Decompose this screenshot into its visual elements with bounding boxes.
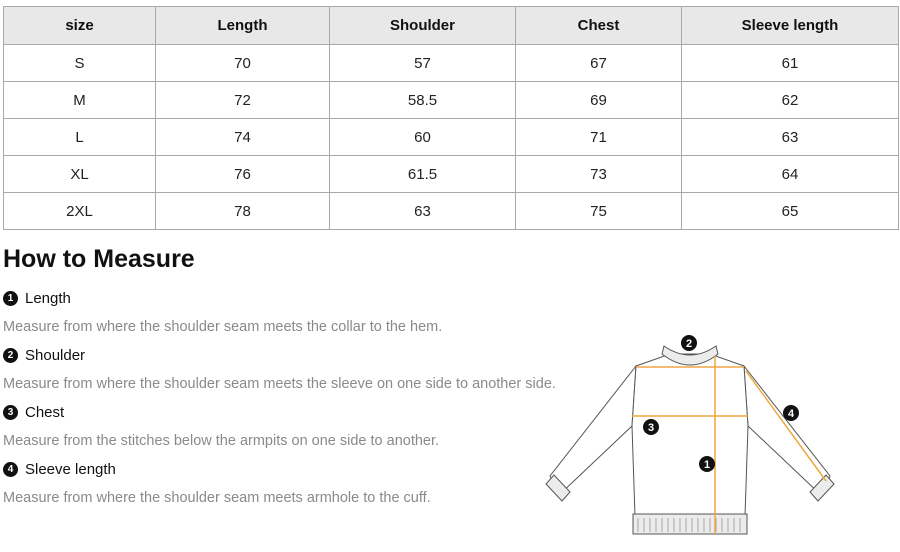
sweater-body: [632, 354, 748, 516]
marker-2: [681, 335, 697, 351]
marker-4: [783, 405, 799, 421]
cell-size: M: [4, 82, 156, 119]
marker-4-label: 4: [787, 408, 795, 420]
size-chart-table: [3, 6, 899, 230]
cell-shoulder: 57: [330, 45, 516, 82]
cell-chest: 67: [516, 45, 682, 82]
cell-shoulder: 60: [330, 119, 516, 156]
table-row: [4, 119, 899, 156]
cell-shoulder: 58.5: [330, 82, 516, 119]
cell-chest: 71: [516, 119, 682, 156]
cell-sleeve-length: 64: [682, 156, 899, 193]
step-description: Measure from where the shoulder seam meets the sleeve on one side to another side.: [3, 376, 556, 392]
table-header-row: [4, 7, 899, 45]
step-sleeve-length: [3, 461, 116, 478]
cell-size: S: [4, 45, 156, 82]
step-description: Measure from the stitches below the armpits on one side to another.: [3, 433, 440, 449]
table-row: [4, 156, 899, 193]
step-shoulder: [3, 347, 85, 364]
cell-sleeve-length: 61: [682, 45, 899, 82]
cell-sleeve-length: 65: [682, 193, 899, 230]
step-description: Measure from where the shoulder seam meets armhole to the cuff.: [3, 490, 431, 506]
step-label: Chest: [25, 404, 65, 421]
number-2-icon: 2: [3, 348, 18, 363]
cell-length: 74: [156, 119, 330, 156]
left-sleeve: [550, 366, 636, 496]
cell-sleeve-length: 62: [682, 82, 899, 119]
header-chest: Chest: [516, 7, 682, 45]
header-shoulder: Shoulder: [330, 7, 516, 45]
marker-1-label: 1: [703, 459, 711, 471]
table-row: [4, 45, 899, 82]
cell-shoulder: 61.5: [330, 156, 516, 193]
cell-length: 76: [156, 156, 330, 193]
step-chest: [3, 404, 64, 421]
step-label: Shoulder: [25, 347, 86, 364]
cell-chest: 75: [516, 193, 682, 230]
step-description: Measure from where the shoulder seam meets the collar to the hem.: [3, 319, 443, 335]
cell-length: 70: [156, 45, 330, 82]
cell-shoulder: 63: [330, 193, 516, 230]
header-length: Length: [156, 7, 330, 45]
cell-chest: 69: [516, 82, 682, 119]
cell-length: 78: [156, 193, 330, 230]
step-length: [3, 290, 71, 307]
sweater-measure-diagram: [540, 326, 840, 541]
table-row: [4, 193, 899, 230]
marker-2-label: 2: [685, 338, 693, 350]
marker-1: [699, 456, 715, 472]
how-to-measure-title: How to Measure: [3, 245, 195, 273]
cell-chest: 73: [516, 156, 682, 193]
step-label: Sleeve length: [25, 461, 116, 478]
cell-size: XL: [4, 156, 156, 193]
table-row: [4, 82, 899, 119]
number-3-icon: 3: [3, 405, 18, 420]
number-1-icon: 1: [3, 291, 18, 306]
cell-sleeve-length: 63: [682, 119, 899, 156]
marker-3-label: 3: [647, 422, 655, 434]
header-size: size: [4, 7, 156, 45]
number-4-icon: 4: [3, 462, 18, 477]
cell-size: 2XL: [4, 193, 156, 230]
step-label: Length: [25, 290, 71, 307]
marker-3: [643, 419, 659, 435]
cell-size: L: [4, 119, 156, 156]
cell-length: 72: [156, 82, 330, 119]
header-sleeve-length: Sleeve length: [682, 7, 899, 45]
